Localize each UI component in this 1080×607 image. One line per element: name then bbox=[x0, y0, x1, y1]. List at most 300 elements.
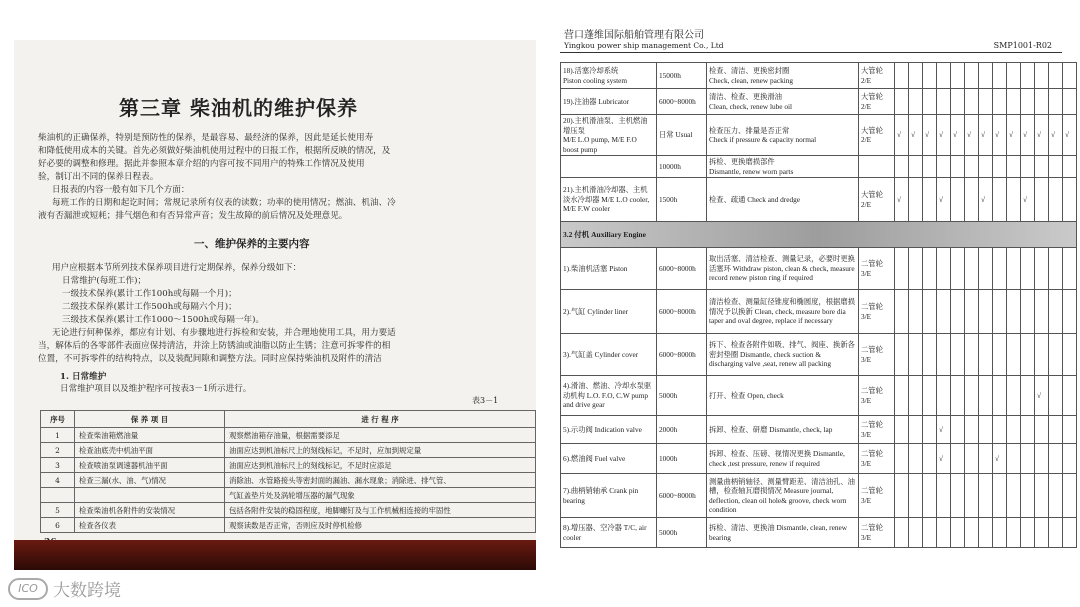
body-line: 三级技术保养(累计工作1000～1500h或每隔一年)。 bbox=[62, 315, 265, 325]
table-cell: 3 bbox=[41, 458, 75, 473]
schedule-row bbox=[561, 474, 1077, 518]
check-cell bbox=[1021, 156, 1035, 178]
body-line: 无论进行何种保养，都应有计划、有步骤地进行拆检和安装，并合理地使用工具，用力要适 bbox=[52, 328, 396, 338]
check-cell bbox=[965, 156, 979, 178]
check-cell bbox=[979, 248, 993, 290]
check-cell: √ bbox=[1049, 115, 1063, 156]
check-cell bbox=[951, 248, 965, 290]
check-cell bbox=[1049, 444, 1063, 474]
table-reference: 表3－1 bbox=[472, 396, 499, 405]
check-cell bbox=[979, 444, 993, 474]
check-cell bbox=[1021, 474, 1035, 518]
check-cell bbox=[895, 474, 909, 518]
check-cell bbox=[1021, 376, 1035, 416]
table-cell bbox=[75, 488, 225, 503]
schedule-action: 检查、疏通 Check and dredge bbox=[707, 178, 859, 222]
check-cell bbox=[979, 416, 993, 444]
check-cell bbox=[965, 376, 979, 416]
schedule-interval: 1000h bbox=[657, 444, 707, 474]
table-cell: 包括各附件安装的稳固程度，地脚螺钉及与工作机械相连接的牢固性 bbox=[225, 503, 536, 518]
check-cell bbox=[923, 248, 937, 290]
table-header-row bbox=[41, 411, 536, 428]
check-cell bbox=[895, 89, 909, 115]
schedule-dept: 二管轮 3/E bbox=[859, 248, 895, 290]
check-cell bbox=[1035, 156, 1049, 178]
check-cell: √ bbox=[1007, 115, 1021, 156]
check-cell bbox=[1021, 63, 1035, 89]
check-cell bbox=[951, 416, 965, 444]
check-cell bbox=[951, 89, 965, 115]
schedule-interval: 15000h bbox=[657, 63, 707, 89]
background-strip bbox=[14, 540, 536, 570]
table-cell: 消除油、水管路接头等密封面的漏油、漏水现象；消除进、排气管、 bbox=[225, 473, 536, 488]
check-cell bbox=[1063, 334, 1077, 376]
header-rule bbox=[560, 52, 1062, 53]
check-cell: √ bbox=[937, 178, 951, 222]
check-cell: √ bbox=[1035, 376, 1049, 416]
schedule-row bbox=[561, 334, 1077, 376]
maintenance-table bbox=[40, 410, 536, 533]
schedule-row bbox=[561, 518, 1077, 548]
table-row bbox=[41, 503, 536, 518]
check-cell bbox=[1035, 290, 1049, 334]
check-cell bbox=[965, 89, 979, 115]
schedule-row bbox=[561, 248, 1077, 290]
schedule-interval: 6000~8000h bbox=[657, 89, 707, 115]
sub-intro: 日常维护项目以及维护程序可按表3－1所示进行。 bbox=[60, 384, 252, 394]
check-cell bbox=[951, 444, 965, 474]
schedule-dept: 二管轮 3/E bbox=[859, 376, 895, 416]
check-cell: √ bbox=[895, 115, 909, 156]
check-cell: √ bbox=[993, 115, 1007, 156]
section-row bbox=[561, 222, 1077, 248]
schedule-item: 18).活塞冷却系统 Piston cooling system bbox=[561, 63, 657, 89]
schedule-item: 20).主机滑油泵、主机燃油增压泵 M/E L.O pump, M/E F.O boost pump bbox=[561, 115, 657, 156]
check-cell: √ bbox=[979, 115, 993, 156]
check-cell bbox=[993, 156, 1007, 178]
check-cell bbox=[993, 518, 1007, 548]
check-cell bbox=[1021, 248, 1035, 290]
paragraph-line: 日报表的内容一般有如下几个方面： bbox=[52, 185, 190, 195]
check-cell bbox=[979, 518, 993, 548]
check-cell bbox=[1035, 63, 1049, 89]
check-cell bbox=[1049, 474, 1063, 518]
check-cell bbox=[965, 290, 979, 334]
table-cell: 5 bbox=[41, 503, 75, 518]
check-cell: √ bbox=[965, 115, 979, 156]
schedule-dept: 二管轮 3/E bbox=[859, 518, 895, 548]
check-cell bbox=[1063, 156, 1077, 178]
check-cell bbox=[951, 334, 965, 376]
check-cell bbox=[993, 63, 1007, 89]
schedule-item bbox=[561, 156, 657, 178]
section-label: 3.2 付机 Auxiliary Engine bbox=[561, 222, 1077, 248]
check-cell bbox=[923, 290, 937, 334]
check-cell bbox=[1049, 376, 1063, 416]
check-cell bbox=[909, 334, 923, 376]
table-cell: 6 bbox=[41, 518, 75, 533]
section-heading: 一、维护保养的主要内容 bbox=[194, 238, 310, 250]
check-cell bbox=[1007, 416, 1021, 444]
check-cell bbox=[923, 156, 937, 178]
check-cell bbox=[1049, 518, 1063, 548]
check-cell: √ bbox=[937, 416, 951, 444]
body-line: 用户应根据本节所列技术保养项目进行定期保养，保养分级如下： bbox=[52, 263, 302, 273]
check-cell bbox=[979, 474, 993, 518]
check-cell: √ bbox=[937, 444, 951, 474]
check-cell bbox=[1007, 376, 1021, 416]
check-cell bbox=[1049, 63, 1063, 89]
check-cell bbox=[909, 89, 923, 115]
table-cell: 1 bbox=[41, 428, 75, 443]
check-cell: √ bbox=[895, 178, 909, 222]
schedule-interval: 2000h bbox=[657, 416, 707, 444]
watermark-logo: ICO bbox=[8, 578, 48, 600]
check-cell bbox=[1063, 290, 1077, 334]
check-cell bbox=[1035, 444, 1049, 474]
schedule-row bbox=[561, 290, 1077, 334]
check-cell bbox=[895, 334, 909, 376]
check-cell bbox=[895, 156, 909, 178]
check-cell bbox=[1035, 248, 1049, 290]
table-cell: 检查油底壳中机油平面 bbox=[75, 443, 225, 458]
check-cell bbox=[1021, 518, 1035, 548]
schedule-interval: 6000~8000h bbox=[657, 474, 707, 518]
check-cell bbox=[923, 416, 937, 444]
check-cell bbox=[909, 416, 923, 444]
check-cell bbox=[1021, 290, 1035, 334]
table-cell: 检查柴油箱燃油量 bbox=[75, 428, 225, 443]
schedule-item: 8).增压器、空冷器 T/C, air cooler bbox=[561, 518, 657, 548]
check-cell: √ bbox=[923, 115, 937, 156]
check-cell bbox=[1035, 178, 1049, 222]
check-cell bbox=[979, 334, 993, 376]
check-cell bbox=[993, 416, 1007, 444]
check-cell bbox=[993, 290, 1007, 334]
check-cell bbox=[1049, 156, 1063, 178]
schedule-action: 测量曲柄销轴径、测量臂距差、清洁油孔、油槽，检查轴瓦磨损情况 Measure journal, deflection, clean oil hole& groove, check worn condition bbox=[707, 474, 859, 518]
maintenance-schedule-table bbox=[560, 62, 1077, 548]
check-cell bbox=[965, 334, 979, 376]
check-cell bbox=[937, 156, 951, 178]
check-cell: √ bbox=[1035, 115, 1049, 156]
schedule-dept: 二管轮 3/E bbox=[859, 290, 895, 334]
schedule-row bbox=[561, 444, 1077, 474]
schedule-action: 拆卸、检查、压磅、视情况更换 Dismantle, check ,test pressure, renew if required bbox=[707, 444, 859, 474]
check-cell bbox=[909, 518, 923, 548]
check-cell bbox=[965, 416, 979, 444]
check-cell bbox=[1035, 416, 1049, 444]
check-cell bbox=[937, 89, 951, 115]
body-line: 位置，不可拆零件的结构特点，以及装配间隙和调整方法。同时应保持柴油机及附件的清洁 bbox=[38, 354, 382, 364]
schedule-interval: 1500h bbox=[657, 178, 707, 222]
check-cell bbox=[937, 248, 951, 290]
table-cell: 检查三漏(水、油、气)情况 bbox=[75, 473, 225, 488]
schedule-action: 取出活塞、清洁检查、测量记录，必要时更换活塞环 Withdraw piston, clean & check, measure record renew piston ring if required bbox=[707, 248, 859, 290]
watermark bbox=[8, 576, 121, 601]
check-cell bbox=[923, 89, 937, 115]
check-cell bbox=[1007, 290, 1021, 334]
body-line: 当，解体后的各零部件表面应保持清洁，并涂上防锈油或油脂以防止生锈；注意可拆零件的相 bbox=[38, 341, 391, 351]
check-cell bbox=[1007, 444, 1021, 474]
left-document-scan bbox=[14, 40, 536, 570]
schedule-interval: 6000~8000h bbox=[657, 248, 707, 290]
schedule-row bbox=[561, 178, 1077, 222]
table-cell: 观察读数是否正常，否则应及时停机检修 bbox=[225, 518, 536, 533]
schedule-row bbox=[561, 156, 1077, 178]
check-cell bbox=[1007, 63, 1021, 89]
check-cell bbox=[895, 63, 909, 89]
schedule-item: 1).柴油机活塞 Piston bbox=[561, 248, 657, 290]
check-cell bbox=[979, 290, 993, 334]
schedule-item: 7).曲柄销轴承 Crank pin bearing bbox=[561, 474, 657, 518]
check-cell bbox=[951, 376, 965, 416]
check-cell bbox=[1063, 376, 1077, 416]
schedule-item: 19).注油器 Lubricator bbox=[561, 89, 657, 115]
check-cell bbox=[923, 444, 937, 474]
check-cell bbox=[895, 416, 909, 444]
table-header-cell: 进 行 程 序 bbox=[225, 411, 536, 428]
check-cell bbox=[937, 518, 951, 548]
check-cell bbox=[965, 444, 979, 474]
subheading: 1. 日常维护 bbox=[60, 372, 107, 382]
table-cell: 气缸盖垫片处及涡轮增压器的漏气现象 bbox=[225, 488, 536, 503]
schedule-row bbox=[561, 376, 1077, 416]
paragraph-line: 验，制订出不同的保养日程表。 bbox=[38, 172, 159, 182]
table-cell: 观察燃油箱存油量，根据需要添足 bbox=[225, 428, 536, 443]
check-cell bbox=[951, 156, 965, 178]
check-cell bbox=[937, 376, 951, 416]
schedule-action: 拆卸、检查、研磨 Dismantle, check, lap bbox=[707, 416, 859, 444]
check-cell bbox=[1007, 474, 1021, 518]
check-cell bbox=[1007, 518, 1021, 548]
schedule-interval: 6000~8000h bbox=[657, 290, 707, 334]
schedule-item: 4).滑油、燃油、冷却水泵驱动机构 L.O. F.O, C.W pump and drive gear bbox=[561, 376, 657, 416]
schedule-dept: 二管轮 3/E bbox=[859, 474, 895, 518]
schedule-row bbox=[561, 115, 1077, 156]
schedule-dept: 大管轮 2/E bbox=[859, 178, 895, 222]
check-cell: √ bbox=[909, 115, 923, 156]
check-cell: √ bbox=[979, 178, 993, 222]
check-cell bbox=[965, 474, 979, 518]
paragraph-line: 液有否漏泄或短耗；排气烟色和有否异常声音；发生故障的前后情况及处理意见。 bbox=[38, 211, 348, 221]
check-cell bbox=[1035, 518, 1049, 548]
check-cell bbox=[1035, 474, 1049, 518]
check-cell bbox=[937, 474, 951, 518]
check-cell bbox=[965, 518, 979, 548]
table-cell: 4 bbox=[41, 473, 75, 488]
schedule-item: 21).主机滑油冷却器、主机淡水冷却器 M/E L.O cooler, M/E F.W cooler bbox=[561, 178, 657, 222]
right-document-scan bbox=[556, 18, 1070, 604]
check-cell bbox=[895, 518, 909, 548]
check-cell bbox=[1021, 416, 1035, 444]
check-cell bbox=[993, 248, 1007, 290]
check-cell bbox=[909, 376, 923, 416]
check-cell bbox=[1049, 89, 1063, 115]
check-cell bbox=[1049, 416, 1063, 444]
check-cell bbox=[965, 178, 979, 222]
check-cell bbox=[1007, 334, 1021, 376]
check-cell bbox=[923, 474, 937, 518]
schedule-row bbox=[561, 63, 1077, 89]
check-cell bbox=[1035, 334, 1049, 376]
table-row bbox=[41, 458, 536, 473]
check-cell bbox=[937, 290, 951, 334]
check-cell bbox=[1007, 89, 1021, 115]
schedule-action: 拆下、检查各附件如吸、排气、阀座、换新各密封垫圈 Dismantle, check suction & discharging valve ,seat, renew all packing bbox=[707, 334, 859, 376]
check-cell bbox=[993, 89, 1007, 115]
schedule-item: 3).气缸盖 Cylinder cover bbox=[561, 334, 657, 376]
paragraph-line: 和降低使用成本的关键。首先必须做好柴油机使用过程中的日报工作，根据所反映的情况，及 bbox=[38, 146, 391, 156]
schedule-action: 检查、清洁、更换密封圈 Check, clean, renew packing bbox=[707, 63, 859, 89]
check-cell bbox=[909, 63, 923, 89]
schedule-interval: 日常 Usual bbox=[657, 115, 707, 156]
table-cell: 油面应达到机油标尺上的刻线标记，不足时，应加到规定量 bbox=[225, 443, 536, 458]
table-row bbox=[41, 518, 536, 533]
check-cell bbox=[923, 334, 937, 376]
table-cell: 油面应达到机油标尺上的刻线标记，不足时应添足 bbox=[225, 458, 536, 473]
check-cell bbox=[909, 178, 923, 222]
table-header-cell: 保 养 项 目 bbox=[75, 411, 225, 428]
check-cell bbox=[1063, 63, 1077, 89]
schedule-action: 检查压力、排量是否正常 Check if pressure & capacity normal bbox=[707, 115, 859, 156]
check-cell bbox=[993, 178, 1007, 222]
check-cell bbox=[1063, 518, 1077, 548]
check-cell bbox=[923, 518, 937, 548]
check-cell: √ bbox=[1021, 115, 1035, 156]
check-cell bbox=[951, 290, 965, 334]
check-cell bbox=[937, 334, 951, 376]
check-cell bbox=[951, 63, 965, 89]
check-cell bbox=[1063, 474, 1077, 518]
check-cell bbox=[965, 248, 979, 290]
paragraph-line: 柴油机的正确保养，特别是预防性的保养，是最容易、最经济的保养，因此是延长使用寿 bbox=[38, 133, 374, 143]
table-cell bbox=[41, 488, 75, 503]
check-cell bbox=[923, 376, 937, 416]
schedule-dept: 大管轮 2/E bbox=[859, 115, 895, 156]
check-cell bbox=[993, 334, 1007, 376]
schedule-dept: 二管轮 3/E bbox=[859, 444, 895, 474]
schedule-dept: 二管轮 3/E bbox=[859, 416, 895, 444]
table-header-cell: 序号 bbox=[41, 411, 75, 428]
table-row bbox=[41, 443, 536, 458]
check-cell bbox=[909, 290, 923, 334]
schedule-dept: 大管轮 2/E bbox=[859, 63, 895, 89]
check-cell bbox=[979, 156, 993, 178]
check-cell bbox=[979, 376, 993, 416]
table-cell: 2 bbox=[41, 443, 75, 458]
check-cell bbox=[1049, 178, 1063, 222]
watermark-text: 大数跨境 bbox=[53, 581, 121, 601]
table-cell: 检查柴油机各附件的安装情况 bbox=[75, 503, 225, 518]
document-number: SMP1001-R02 bbox=[993, 41, 1052, 50]
table-row bbox=[41, 428, 536, 443]
check-cell bbox=[909, 444, 923, 474]
check-cell: √ bbox=[937, 115, 951, 156]
check-cell bbox=[951, 518, 965, 548]
body-line: 日常维护(每班工作)； bbox=[62, 276, 147, 286]
schedule-interval: 5000h bbox=[657, 376, 707, 416]
check-cell bbox=[895, 376, 909, 416]
paragraph-line: 每班工作的日期和起讫时间；常规记录所有仪表的读数；功率的使用情况；燃油、机油、冷 bbox=[52, 198, 396, 208]
check-cell bbox=[923, 63, 937, 89]
check-cell bbox=[1035, 89, 1049, 115]
check-cell bbox=[1021, 444, 1035, 474]
check-cell: √ bbox=[1063, 115, 1077, 156]
check-cell bbox=[1049, 290, 1063, 334]
check-cell bbox=[895, 290, 909, 334]
schedule-item: 6).燃油阀 Fuel valve bbox=[561, 444, 657, 474]
schedule-item: 2).气缸 Cylinder liner bbox=[561, 290, 657, 334]
schedule-action: 清洁、检查、更换滑油 Clean, check, renew lube oil bbox=[707, 89, 859, 115]
table-cell: 检查各仪表 bbox=[75, 518, 225, 533]
check-cell bbox=[909, 156, 923, 178]
schedule-interval: 6000~8000h bbox=[657, 334, 707, 376]
check-cell bbox=[923, 178, 937, 222]
check-cell bbox=[993, 376, 1007, 416]
table-row bbox=[41, 473, 536, 488]
schedule-action: 拆检、更换磨损部件 Dismantle, renew worn parts bbox=[707, 156, 859, 178]
check-cell: √ bbox=[951, 115, 965, 156]
check-cell bbox=[937, 63, 951, 89]
check-cell bbox=[1063, 89, 1077, 115]
check-cell bbox=[1007, 248, 1021, 290]
check-cell bbox=[1063, 444, 1077, 474]
check-cell bbox=[979, 63, 993, 89]
check-cell bbox=[895, 444, 909, 474]
paragraph-line: 好必要的调整和修理。据此并参照本章介绍的内容可按不同用户的特殊工作情况及使用 bbox=[38, 159, 365, 169]
check-cell bbox=[979, 89, 993, 115]
body-line: 二级技术保养(累计工作500h或每隔六个月)； bbox=[62, 302, 237, 312]
schedule-action: 打开、检查 Open, check bbox=[707, 376, 859, 416]
schedule-row bbox=[561, 416, 1077, 444]
check-cell bbox=[993, 474, 1007, 518]
check-cell bbox=[951, 474, 965, 518]
company-name-en: Yingkou power ship management Co., Ltd bbox=[564, 41, 724, 50]
check-cell bbox=[1063, 178, 1077, 222]
table-cell: 检查喷油泵调速器机油平面 bbox=[75, 458, 225, 473]
check-cell bbox=[1049, 248, 1063, 290]
check-cell: √ bbox=[993, 444, 1007, 474]
check-cell bbox=[909, 248, 923, 290]
check-cell bbox=[1063, 416, 1077, 444]
schedule-interval: 5000h bbox=[657, 518, 707, 548]
schedule-dept: 二管轮 3/E bbox=[859, 334, 895, 376]
schedule-dept: 大管轮 2/E bbox=[859, 89, 895, 115]
schedule-action: 拆检、清洁、更换油 Dismantle, clean, renew bearing bbox=[707, 518, 859, 548]
body-line: 一级技术保养(累计工作100h或每隔一个月)； bbox=[62, 289, 237, 299]
schedule-dept bbox=[859, 156, 895, 178]
check-cell bbox=[895, 248, 909, 290]
table-row bbox=[41, 488, 536, 503]
check-cell bbox=[1063, 248, 1077, 290]
check-cell bbox=[1007, 178, 1021, 222]
check-cell bbox=[965, 63, 979, 89]
check-cell bbox=[1049, 334, 1063, 376]
check-cell bbox=[951, 178, 965, 222]
check-cell bbox=[1021, 334, 1035, 376]
chapter-title: 第三章 柴油机的维护保养 bbox=[119, 96, 358, 120]
company-name-cn: 营口蓬维国际船舶管理有限公司 bbox=[564, 30, 704, 41]
check-cell bbox=[909, 474, 923, 518]
schedule-interval: 10000h bbox=[657, 156, 707, 178]
check-cell bbox=[1007, 156, 1021, 178]
check-cell: √ bbox=[1021, 178, 1035, 222]
schedule-item: 5).示功阀 Indication valve bbox=[561, 416, 657, 444]
schedule-action: 清洁检查、测量缸径锥度和椭圆度，根据磨损情况予以换新 Clean, check, measure bore dia taper and oval degree, replace if necessary bbox=[707, 290, 859, 334]
check-cell bbox=[1021, 89, 1035, 115]
schedule-row bbox=[561, 89, 1077, 115]
